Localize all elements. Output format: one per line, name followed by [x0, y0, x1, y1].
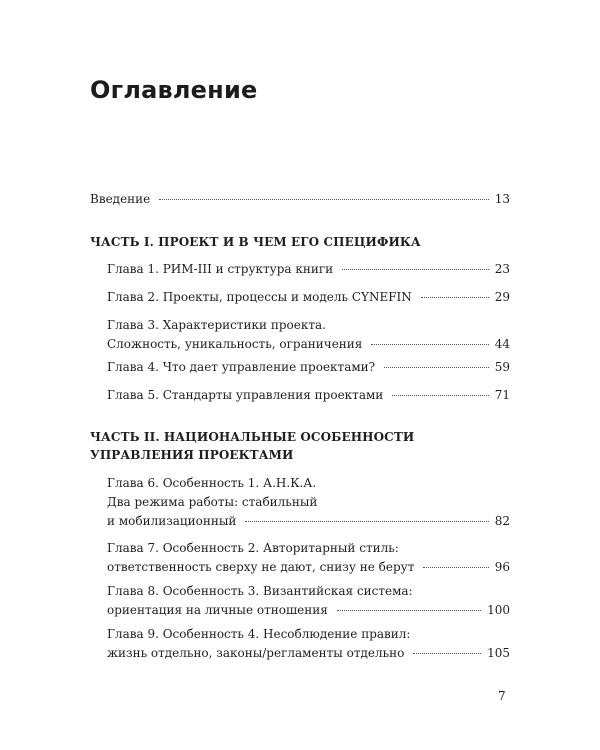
toc-chapter-title-line: Глава 7. Особенность 2. Авторитарный стиль: [107, 541, 399, 555]
toc-chapter-title: Глава 2. Проекты, процессы и модель CYNEFIN [107, 290, 412, 304]
dot-leader [413, 652, 481, 654]
dot-leader [245, 520, 488, 522]
dot-leader [392, 394, 488, 396]
toc-part-title-line: ЧАСТЬ II. НАЦИОНАЛЬНЫЕ ОСОБЕННОСТИ [90, 430, 415, 444]
toc-part-title-line: УПРАВЛЕНИЯ ПРОЕКТАМИ [90, 448, 294, 462]
toc-chapter-title-line: Глава 8. Особенность 3. Византийская система: [107, 584, 413, 598]
dot-leader [159, 198, 488, 200]
toc-chapter-title-line: Глава 6. Особенность 1. А.Н.К.А. [107, 476, 317, 490]
toc-entry-intro[interactable] [90, 190, 510, 209]
dot-leader [342, 268, 489, 270]
toc-chapter-entry[interactable] [107, 358, 510, 377]
toc-page-number: 23 [494, 262, 510, 276]
toc-chapter-title-line: Два режима работы: стабильный [107, 495, 318, 509]
toc-chapter-title: и мобилизационный [107, 514, 237, 528]
page-number-footer: 7 [498, 689, 506, 703]
toc-chapter-entry[interactable] [107, 539, 510, 577]
toc-chapter-title: Глава 4. Что дает управление проектами? [107, 360, 376, 374]
toc-part-heading[interactable] [90, 233, 510, 251]
toc-chapter-entry[interactable] [107, 316, 510, 354]
dot-leader [337, 609, 481, 611]
toc-page-number: 82 [494, 514, 510, 528]
toc-chapter-title: Глава 5. Стандарты управления проектами [107, 388, 384, 402]
toc-chapter-title: ориентация на личные отношения [107, 603, 328, 617]
dot-leader [384, 366, 489, 368]
toc-page-number: 44 [494, 337, 510, 351]
toc-page-number: 59 [494, 360, 510, 374]
toc-page-number: 71 [494, 388, 510, 402]
toc-chapter-title-line: Глава 3. Характеристики проекта. [107, 318, 326, 332]
toc-chapter-title: жизнь отдельно, законы/регламенты отдельно [107, 646, 405, 660]
dot-leader [371, 343, 488, 345]
toc-chapter-entry[interactable] [107, 474, 510, 531]
toc-entry-title: Введение [90, 192, 151, 206]
toc-page-number: 100 [487, 603, 510, 617]
toc-part-heading[interactable] [90, 428, 510, 464]
toc-chapter-entry[interactable] [107, 582, 510, 620]
toc-chapter-title: Сложность, уникальность, ограничения [107, 337, 363, 351]
dot-leader [423, 566, 488, 568]
toc-page-number: 29 [494, 290, 510, 304]
toc-chapter-entry[interactable] [107, 625, 510, 663]
toc-chapter-entry[interactable] [107, 260, 510, 279]
toc-chapter-title: ответственность сверху не дают, снизу не берут [107, 560, 415, 574]
dot-leader [421, 296, 489, 298]
toc-page-number: 105 [487, 646, 510, 660]
toc-part-title-line: ЧАСТЬ I. ПРОЕКТ И В ЧЕМ ЕГО СПЕЦИФИКА [90, 235, 421, 249]
page-title: Оглавление [90, 76, 258, 104]
toc-page-number: 13 [494, 192, 510, 206]
toc-chapter-entry[interactable] [107, 288, 510, 307]
toc-page-number: 96 [494, 560, 510, 574]
toc-chapter-entry[interactable] [107, 386, 510, 405]
toc-chapter-title: Глава 1. РИМ-III и структура книги [107, 262, 334, 276]
toc-chapter-title-line: Глава 9. Особенность 4. Несоблюдение правил: [107, 627, 411, 641]
